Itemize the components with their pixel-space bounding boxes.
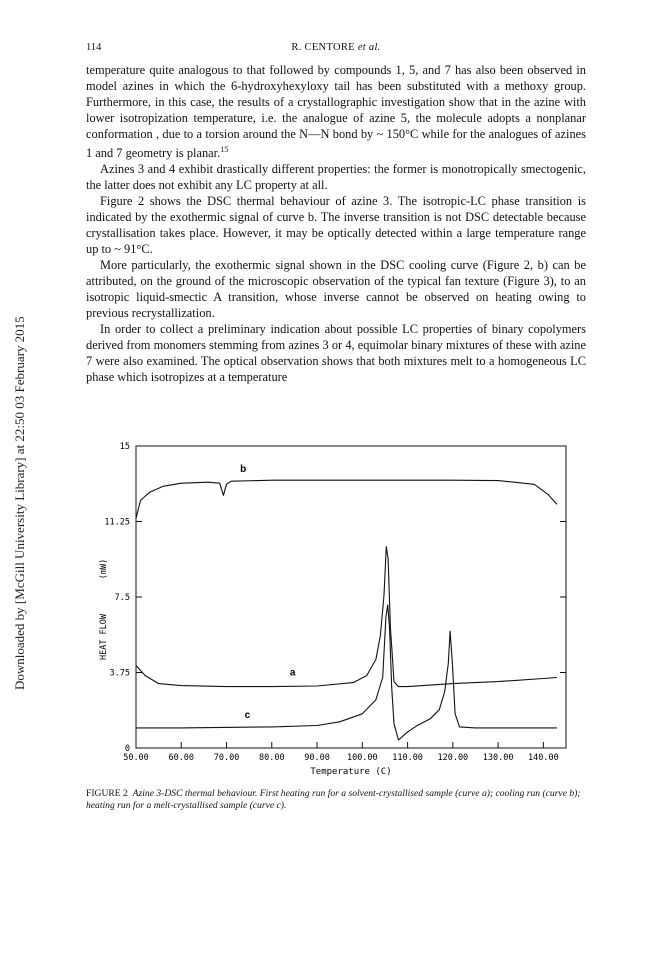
y-axis-title: HEAT FLOW bbox=[99, 613, 109, 661]
curve-label-c: c bbox=[244, 709, 251, 721]
y-tick-label: 11.25 bbox=[104, 517, 130, 528]
download-watermark bbox=[12, 170, 26, 690]
running-head-authors: R. CENTORE bbox=[291, 42, 355, 53]
curve-c bbox=[136, 605, 557, 740]
paragraph-1-text: temperature quite analogous to that followed by compounds 1, 5, and 7 has also been observed in model azines in which the 6-hydroxyhexyloxy tail has been substituted with a methoxy group. Furthermore, in this case, the results of a crystallographic investigation show that in the azine with lower isotropization temperature, i.e. the analogue of azine 5, the molecule adopts a nonplanar conformation , due to a torsion around the N—N bond by ~ 150°C while for the analogues of azines 1 and 7 geometry is planar. bbox=[86, 63, 586, 161]
plot-frame bbox=[136, 446, 566, 748]
curve-b bbox=[136, 480, 557, 518]
chart-ticks bbox=[104, 442, 566, 763]
x-tick-label: 90.00 bbox=[304, 753, 330, 763]
paragraph-3: Figure 2 shows the DSC thermal behaviour of azine 3. The isotropic-LC phase transition is indicated by the exothermic signal of curve b. The inverse transition is not DSC detectable because crystallisation takes place. However, it may be optically detected within a large temperature range up to ~ 91°C. bbox=[86, 194, 586, 257]
x-axis-title: Temperature (C) bbox=[310, 767, 392, 777]
x-tick-label: 110.00 bbox=[392, 753, 423, 763]
x-tick-label: 70.00 bbox=[213, 753, 240, 763]
chart-labels bbox=[99, 464, 392, 777]
x-tick-label: 130.00 bbox=[482, 753, 514, 763]
y-tick-label: 15 bbox=[119, 442, 130, 452]
curve-a bbox=[136, 547, 557, 687]
x-tick-label: 140.00 bbox=[528, 753, 559, 763]
figure-caption-label: FIGURE 2 bbox=[86, 788, 128, 799]
running-head-suffix: et al. bbox=[357, 42, 381, 53]
y-tick-label: 3.75 bbox=[109, 668, 130, 679]
x-tick-label: 120.00 bbox=[437, 753, 469, 763]
y-tick-label: 7.5 bbox=[114, 593, 130, 603]
x-tick-label: 60.00 bbox=[168, 753, 195, 763]
figure-caption-text: Azine 3-DSC thermal behaviour. First heating run for a solvent-crystallised sample (curve a); cooling run (curve b); heating run for a melt-crystallised sample (curve c). bbox=[86, 788, 581, 811]
x-tick-label: 100.00 bbox=[346, 753, 378, 763]
paragraph-5: In order to collect a preliminary indication about possible LC properties of binary copolymers derived from monomers stemming from azines 3 or 4, equimolar binary mixtures of these with azine 7 were also examined. The optical observation shows that both mixtures melt to a homogeneous LC phase which isotropizes at a temperature bbox=[86, 322, 586, 385]
x-tick-label: 50.00 bbox=[123, 753, 149, 763]
figure-caption bbox=[86, 788, 586, 812]
page-header bbox=[86, 42, 586, 58]
y-tick-label: 0 bbox=[124, 744, 130, 754]
dsc-chart bbox=[86, 430, 586, 790]
footnote-ref: 15 bbox=[220, 145, 229, 154]
y-axis-unit: (mW) bbox=[99, 558, 109, 580]
body-text bbox=[86, 62, 586, 385]
paragraph-2: Azines 3 and 4 exhibit drastically different properties: the former is monotropically smectogenic, the latter does not exhibit any LC property at all. bbox=[86, 162, 586, 193]
x-tick-label: 80.00 bbox=[258, 753, 285, 763]
curve-label-a: a bbox=[289, 667, 296, 679]
figure-2 bbox=[86, 430, 586, 790]
download-watermark-text: Downloaded by [McGill University Library] at 22:50 03 February 2015 bbox=[12, 316, 27, 690]
page-number: 114 bbox=[86, 42, 102, 53]
running-head bbox=[86, 42, 586, 53]
paragraph-1 bbox=[86, 62, 586, 161]
paragraph-4: More particularly, the exothermic signal shown in the DSC cooling curve (Figure 2, b) can be attributed, on the ground of the microscopic observation of the typical fan texture (Figure 3), to an isotropic liquid-smectic A transition, whose inverse cannot be observed on heating owing to previous recrystallization. bbox=[86, 258, 586, 321]
chart-axes bbox=[136, 446, 566, 748]
chart-series bbox=[136, 480, 557, 740]
curve-label-b: b bbox=[240, 464, 247, 476]
